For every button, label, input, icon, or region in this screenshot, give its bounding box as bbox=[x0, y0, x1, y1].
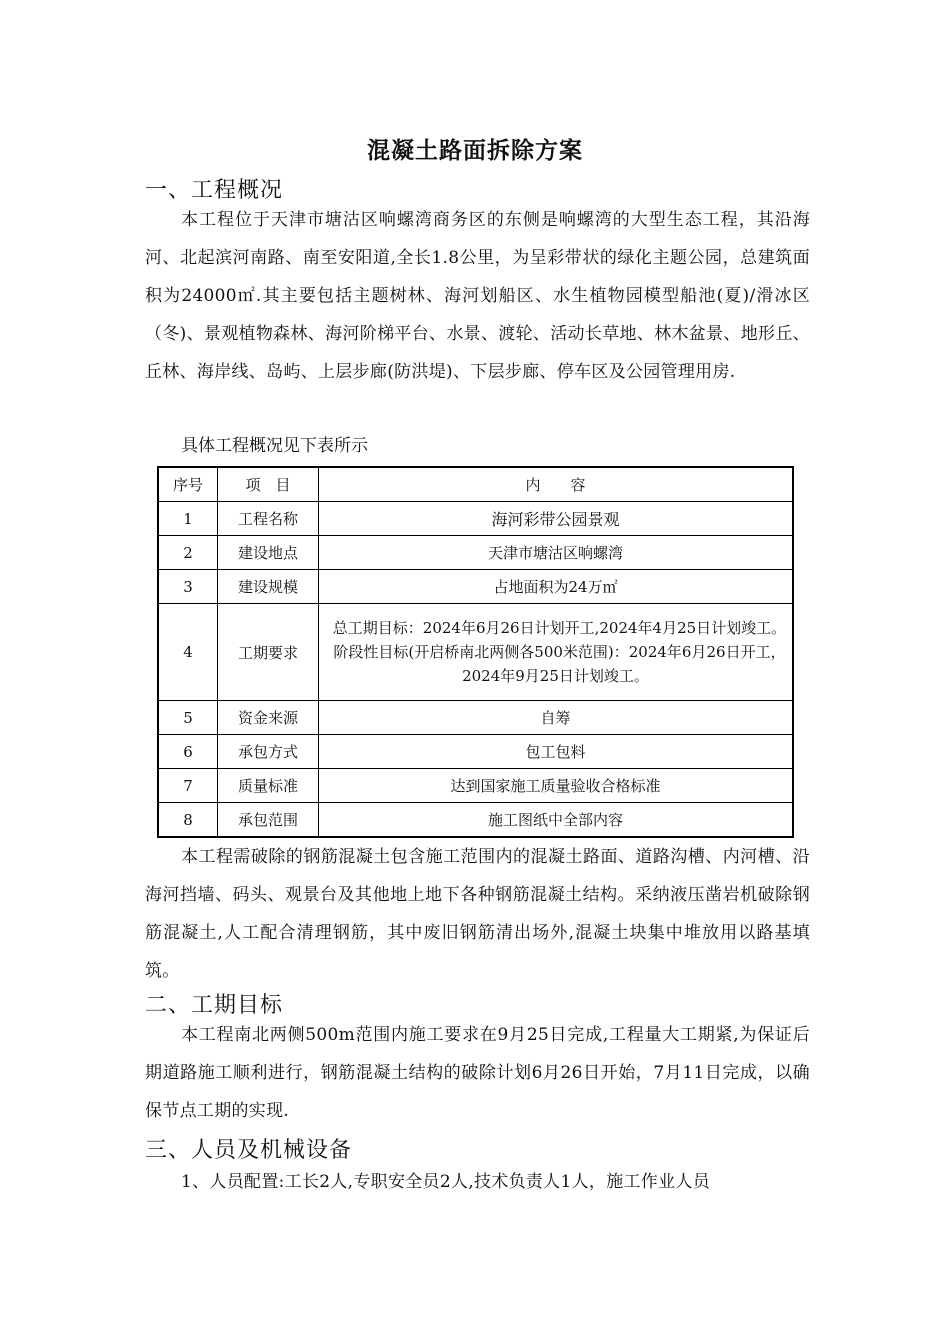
row-content: 占地面积为24万㎡ bbox=[319, 570, 794, 604]
row-content-schedule bbox=[319, 604, 794, 701]
row-item: 承包方式 bbox=[218, 735, 319, 769]
schedule-paragraph: 本工程南北两侧500m范围内施工要求在9月25日完成,工程量大工期紧,为保证后期道路施工顺利进行，钢筋混凝土结构的破除计划6月26日开始，7月11日完成，以确保节点工期的实现. bbox=[145, 1025, 810, 1121]
row-content: 包工包料 bbox=[319, 735, 794, 769]
table-row bbox=[158, 803, 793, 838]
row-item: 建设地点 bbox=[218, 536, 319, 570]
project-overview-table bbox=[157, 466, 794, 838]
section-heading-overview: 一、工程概况 bbox=[145, 178, 284, 203]
row-no: 6 bbox=[158, 735, 218, 769]
demolition-scope-paragraph: 本工程需破除的钢筋混凝土包含施工范围内的混凝土路面、道路沟槽、内河槽、沿海河挡墙、码头、观景台及其他地上地下各种钢筋混凝土结构。采纳液压凿岩机破除钢筋混凝土,人工配合清理钢筋，其中废旧钢筋清出场外,混凝土块集中堆放用以路基填筑。 bbox=[145, 847, 810, 981]
row-no: 4 bbox=[158, 604, 218, 701]
table-row bbox=[158, 536, 793, 570]
row-no: 2 bbox=[158, 536, 218, 570]
table-row bbox=[158, 570, 793, 604]
schedule-overall-target: 总工期目标：2024年6月26日计划开工,2024年4月25日计划竣工。 bbox=[332, 619, 787, 637]
header-no: 序号 bbox=[158, 467, 218, 502]
table-row bbox=[158, 769, 793, 803]
row-no: 7 bbox=[158, 769, 218, 803]
row-content: 达到国家施工质量验收合格标准 bbox=[319, 769, 794, 803]
table-header-row bbox=[158, 467, 793, 502]
row-no: 8 bbox=[158, 803, 218, 838]
table-row bbox=[158, 604, 793, 701]
table-row bbox=[158, 701, 793, 735]
header-item: 项 目 bbox=[218, 467, 319, 502]
personnel-paragraph: 1、人员配置:工长2人,专职安全员2人,技术负责人1人，施工作业人员 bbox=[181, 1172, 710, 1192]
row-content: 天津市塘沽区响螺湾 bbox=[319, 536, 794, 570]
header-content: 内 容 bbox=[319, 467, 794, 502]
row-item: 建设规模 bbox=[218, 570, 319, 604]
row-no: 1 bbox=[158, 502, 218, 536]
table-caption: 具体工程概况见下表所示 bbox=[181, 436, 368, 456]
row-no: 3 bbox=[158, 570, 218, 604]
overview-paragraph: 本工程位于天津市塘沽区响螺湾商务区的东侧是响螺湾的大型生态工程，其沿海河、北起滨河南路、南至安阳道,全长1.8公里，为呈彩带状的绿化主题公园，总建筑面积为24000㎡.其主要包括主题树林、海河划船区、水生植物园模型船池(夏)/滑冰区（冬)、景观植物森林、海河阶梯平台、水景、渡轮、活动长草地、林木盆景、地形丘、丘林、海岸线、岛屿、上层步廊(防洪堤)、下层步廊、停车区及公园管理用房. bbox=[145, 210, 810, 382]
table-row bbox=[158, 502, 793, 536]
row-item: 工期要求 bbox=[218, 604, 319, 701]
row-item: 承包范围 bbox=[218, 803, 319, 838]
table-row bbox=[158, 735, 793, 769]
document-title: 混凝土路面拆除方案 bbox=[367, 137, 583, 164]
row-item: 工程名称 bbox=[218, 502, 319, 536]
row-item: 资金来源 bbox=[218, 701, 319, 735]
schedule-phase-target: 阶段性目标(开启桥南北两侧各500米范围)：2024年6月26日开工，2024年9月25日计划竣工。 bbox=[333, 643, 786, 685]
row-content: 海河彩带公园景观 bbox=[319, 502, 794, 536]
row-content: 自筹 bbox=[319, 701, 794, 735]
row-content: 施工图纸中全部内容 bbox=[319, 803, 794, 838]
section-heading-schedule: 二、工期目标 bbox=[145, 993, 284, 1018]
section-heading-personnel: 三、人员及机械设备 bbox=[145, 1138, 353, 1163]
row-no: 5 bbox=[158, 701, 218, 735]
row-item: 质量标准 bbox=[218, 769, 319, 803]
